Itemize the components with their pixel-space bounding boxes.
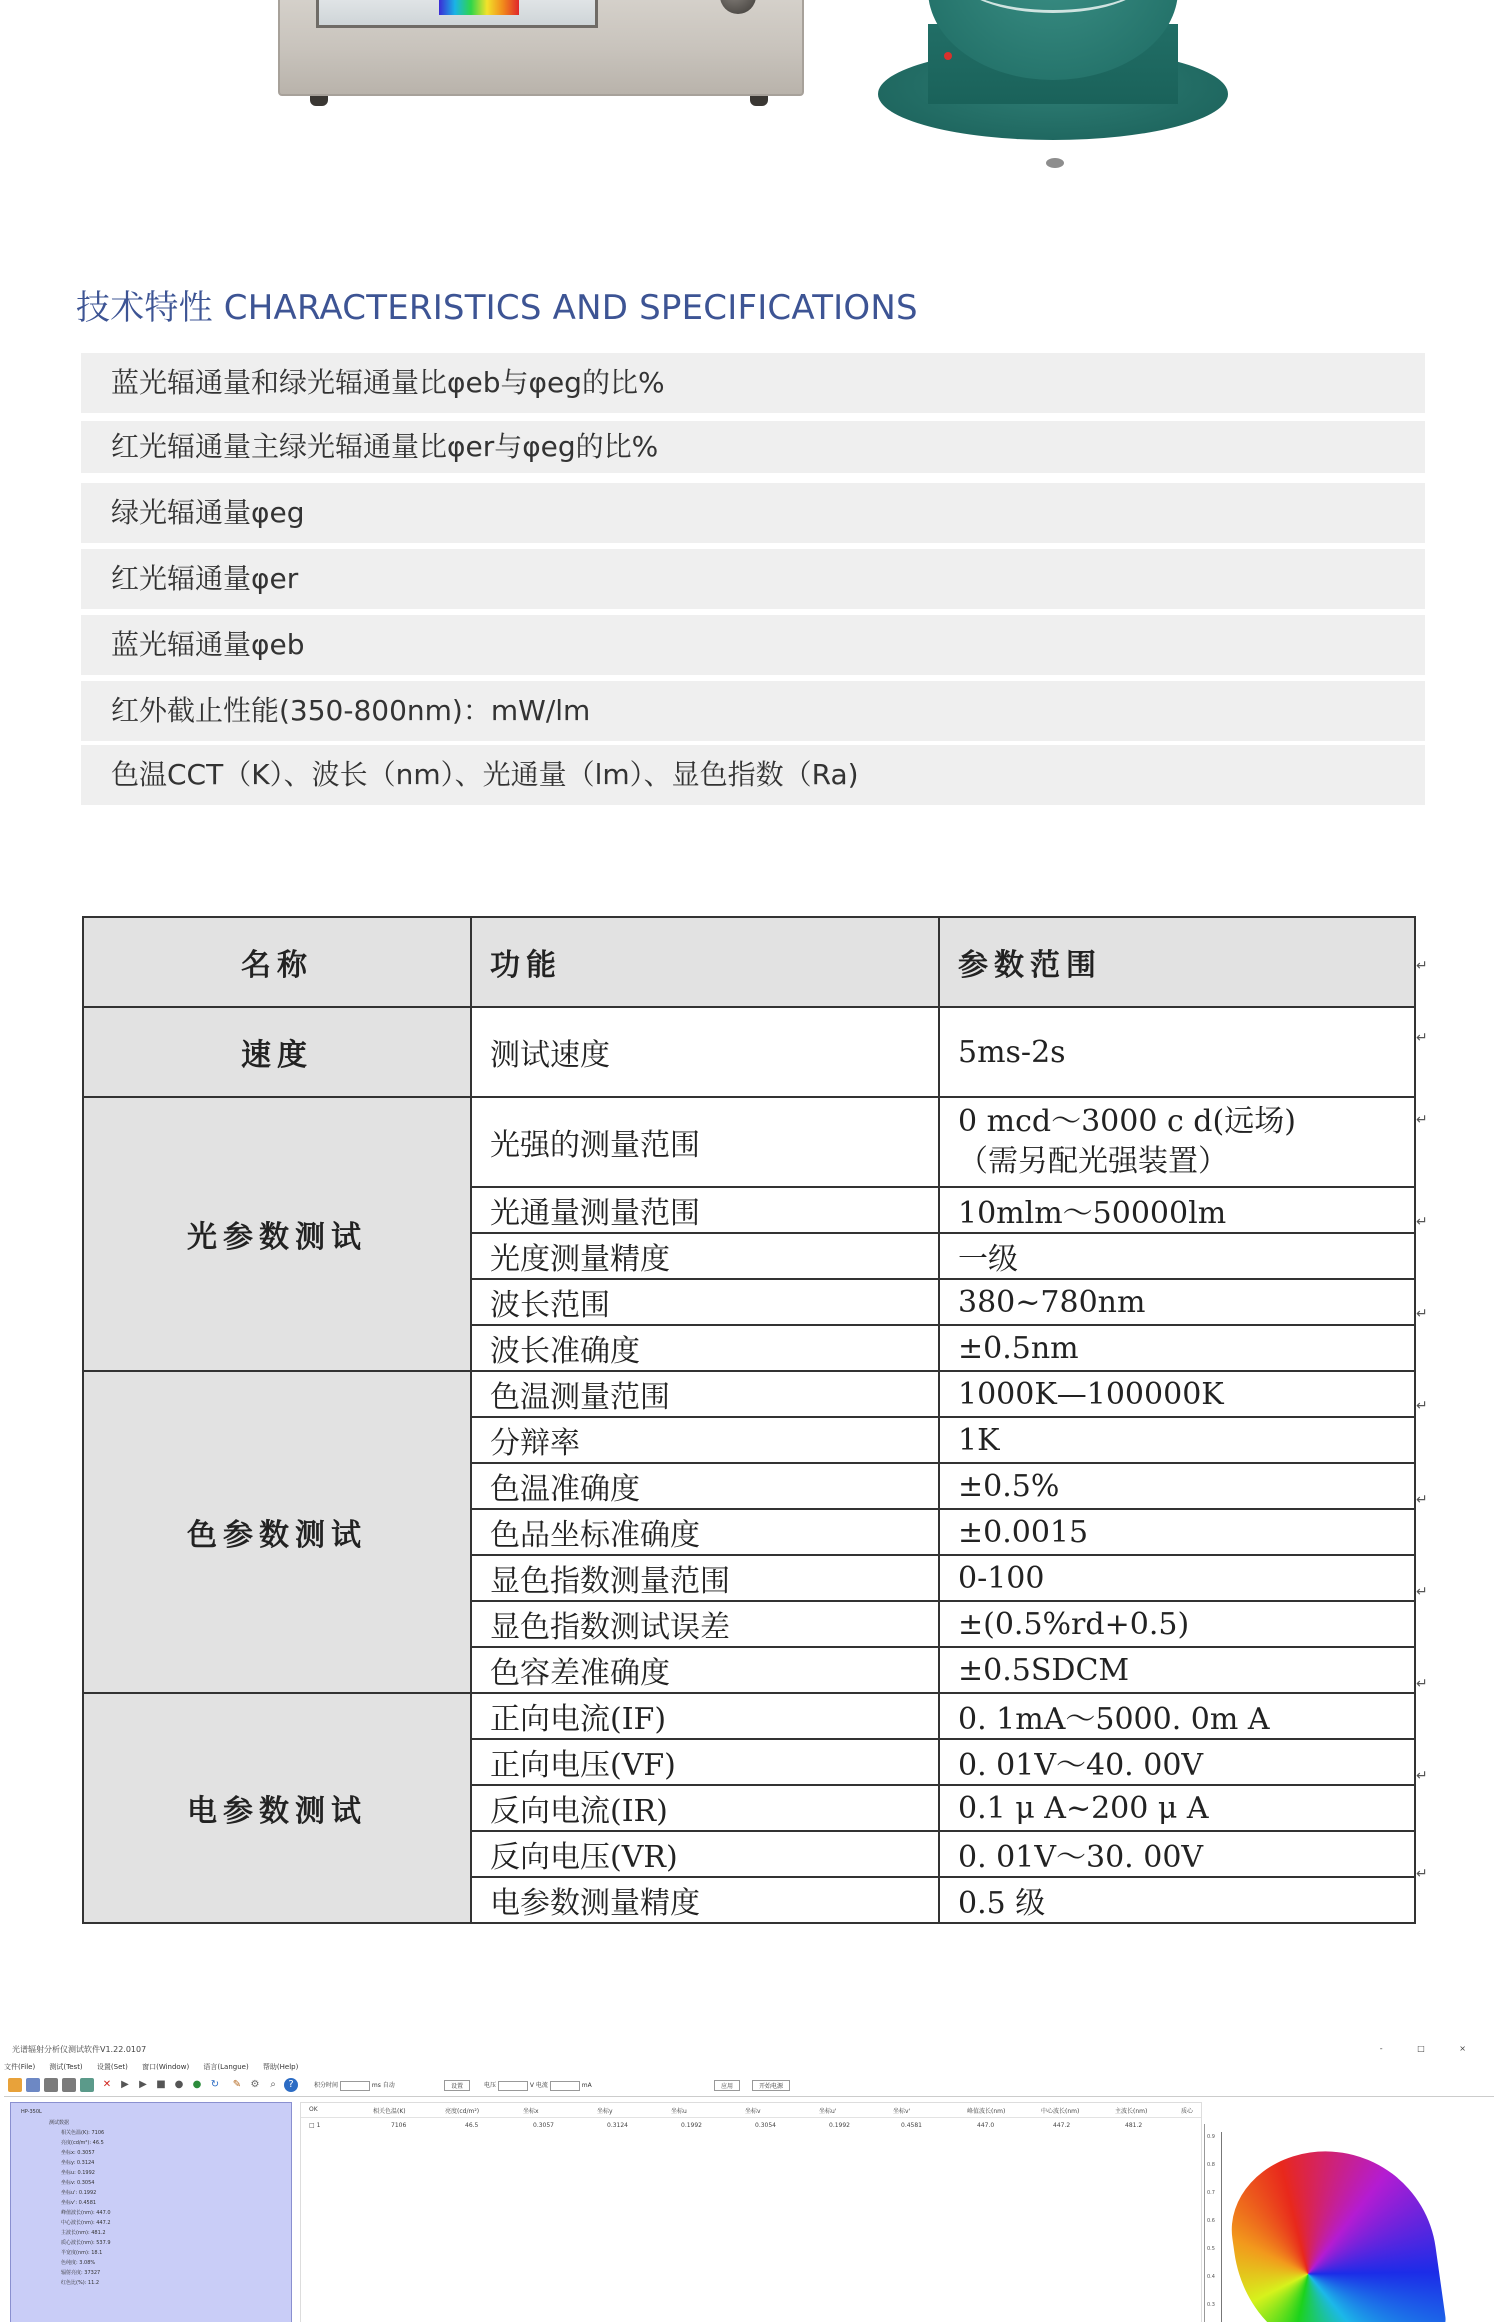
- tree-item[interactable]: 坐标v: 0.3054: [61, 2180, 95, 2186]
- auto-checkbox-label[interactable]: 自动: [382, 2082, 395, 2089]
- spec-heading: 技术特性 CHARACTERISTICS AND SPECIFICATIONS: [76, 288, 918, 328]
- grid-header-cell[interactable]: 坐标v': [893, 2108, 911, 2115]
- function-cell: 波长准确度: [471, 1325, 939, 1371]
- menu-bar: [4, 2062, 310, 2074]
- tree-item[interactable]: 峰值波长(nm): 447.0: [61, 2210, 111, 2216]
- function-cell: 色温准确度: [471, 1463, 939, 1509]
- paragraph-mark: ↵: [1416, 1306, 1428, 1322]
- function-cell: 光通量测量范围: [471, 1187, 939, 1233]
- sphere-indicator-light: [944, 52, 952, 60]
- menu-test[interactable]: 测试(Test): [49, 2063, 83, 2071]
- open-icon[interactable]: [8, 2078, 22, 2092]
- tree-item[interactable]: 辐射亮度: 37327: [61, 2270, 101, 2276]
- data-tree-panel: [10, 2102, 292, 2322]
- header-range: 参数范围: [939, 917, 1415, 1007]
- function-cell: 反向电压(VR): [471, 1831, 939, 1877]
- grid-header-cell[interactable]: 坐标u': [819, 2108, 837, 2115]
- grid-cell: 0.1992: [681, 2122, 702, 2129]
- grid-cell: 447.2: [1053, 2122, 1071, 2129]
- function-cell: 电参数测量精度: [471, 1877, 939, 1923]
- cie-tick-label: 0.6: [1207, 2218, 1215, 2224]
- spec-item: 绿光辐通量φeg: [81, 483, 1425, 543]
- range-cell: 0.5 级: [939, 1877, 1415, 1923]
- open-power-button[interactable]: 开始电源: [752, 2080, 790, 2091]
- window-title: 光谱辐射分析仪测试软件V1.22.0107: [12, 2045, 147, 2054]
- set-button[interactable]: 设置: [444, 2080, 470, 2091]
- cie-gamut-shape: [1222, 2137, 1448, 2322]
- paragraph-mark: ↵: [1416, 1768, 1428, 1784]
- tree-item[interactable]: 亮度(cd/m²): 46.5: [61, 2140, 104, 2146]
- bulb-icon[interactable]: ●: [174, 2079, 184, 2090]
- grid-header-cell[interactable]: 中心波长(nm): [1041, 2108, 1080, 2115]
- cie-tick-label: 0.7: [1207, 2190, 1215, 2196]
- menu-file[interactable]: 文件(File): [4, 2063, 36, 2071]
- tree-group[interactable]: 测试数据: [49, 2120, 70, 2126]
- menu-langue[interactable]: 语言(Langue): [203, 2063, 249, 2071]
- function-cell: 色品坐标准确度: [471, 1509, 939, 1555]
- tree-item[interactable]: 红色比(%): 11.2: [61, 2280, 100, 2286]
- tree-item[interactable]: 质心波长(nm): 537.9: [61, 2240, 111, 2246]
- current-input[interactable]: [550, 2081, 580, 2091]
- integration-label: 积分时间: [314, 2082, 339, 2089]
- spec-item: 色温CCT（K）、波长（nm）、光通量（lm）、显色指数（Ra): [81, 745, 1425, 805]
- paragraph-mark: ↵: [1416, 1112, 1428, 1128]
- voltage-unit: V: [529, 2082, 534, 2089]
- function-cell: 色温测量范围: [471, 1371, 939, 1417]
- device-foot: [750, 96, 768, 106]
- range-cell: ±0.5%: [939, 1463, 1415, 1509]
- spectrum-graphic: [439, 0, 519, 15]
- menu-help[interactable]: 帮助(Help): [262, 2063, 299, 2071]
- green-bulb-icon[interactable]: ●: [192, 2079, 202, 2090]
- function-cell: 正向电流(IF): [471, 1693, 939, 1739]
- device-foot: [310, 96, 328, 106]
- product-photo: [0, 0, 1500, 200]
- grid-cell: 481.2: [1125, 2122, 1143, 2129]
- device-knob: [720, 0, 756, 14]
- paragraph-mark: ↵: [1416, 1676, 1428, 1692]
- category-electric: 电参数测试: [83, 1693, 471, 1923]
- step-icon[interactable]: ▶: [139, 2079, 147, 2090]
- range-cell: [939, 1097, 1415, 1187]
- range-line: （需另配光强装置）: [958, 1144, 1228, 1179]
- tree-item[interactable]: 半宽度(nm): 18.1: [61, 2250, 103, 2256]
- range-cell: 一级: [939, 1233, 1415, 1279]
- menu-set[interactable]: 设置(Set): [96, 2063, 128, 2071]
- tree-item[interactable]: 坐标x: 0.3057: [61, 2150, 95, 2156]
- table-row: [83, 1693, 1415, 1739]
- range-cell: 10mlm～50000lm: [939, 1187, 1415, 1233]
- grid-header-cell[interactable]: 峰值波长(nm): [967, 2108, 1006, 2115]
- function-cell: 光度测量精度: [471, 1233, 939, 1279]
- table-row: [83, 1007, 1415, 1097]
- grid-header-cell[interactable]: 质心: [1181, 2108, 1194, 2115]
- paragraph-mark: ↵: [1416, 1492, 1428, 1508]
- tree-item[interactable]: 坐标u: 0.1992: [61, 2170, 95, 2176]
- tree-item[interactable]: 相关色温(K): 7106: [61, 2130, 105, 2136]
- tree-root[interactable]: HP-350L: [21, 2109, 42, 2115]
- copy-icon[interactable]: [62, 2078, 76, 2092]
- grid-cell: 0.3057: [533, 2122, 554, 2129]
- tree-item[interactable]: 主波长(nm): 481.2: [61, 2230, 106, 2236]
- function-cell: 光强的测量范围: [471, 1097, 939, 1187]
- function-cell: 显色指数测试误差: [471, 1601, 939, 1647]
- function-cell: 分辩率: [471, 1417, 939, 1463]
- range-cell: 1000K—100000K: [939, 1371, 1415, 1417]
- grid-header-cell[interactable]: 坐标x: [523, 2108, 539, 2115]
- range-cell: 0. 01V～40. 00V: [939, 1739, 1415, 1785]
- range-cell: 1K: [939, 1417, 1415, 1463]
- grid-header-row: [301, 2103, 1201, 2118]
- integrating-sphere: [868, 0, 1248, 190]
- grid-cell: 7106: [391, 2122, 407, 2129]
- voltage-field[interactable]: [484, 2080, 592, 2091]
- range-cell: ±0.5SDCM: [939, 1647, 1415, 1693]
- range-line: 0 mcd～3000 c d(远场): [958, 1104, 1296, 1139]
- tree-item[interactable]: 坐标y: 0.3124: [61, 2160, 95, 2166]
- device-screen: [316, 0, 598, 28]
- settings-icon[interactable]: ⚙: [250, 2079, 260, 2090]
- voltage-input[interactable]: [498, 2081, 528, 2091]
- function-cell: 显色指数测量范围: [471, 1555, 939, 1601]
- category-color: 色参数测试: [83, 1371, 471, 1693]
- range-cell: 0. 01V～30. 00V: [939, 1831, 1415, 1877]
- tree-item[interactable]: 色纯度: 3.08%: [61, 2260, 96, 2266]
- grid-cell: 0.3124: [607, 2122, 628, 2129]
- range-cell: ±(0.5%rd+0.5): [939, 1601, 1415, 1647]
- range-cell: 5ms-2s: [939, 1007, 1415, 1097]
- cie-tick-label: 0.9: [1207, 2134, 1215, 2140]
- grid-cell[interactable]: □ 1: [309, 2122, 321, 2129]
- window-titlebar: [0, 2044, 1500, 2060]
- table-row: [83, 1371, 1415, 1417]
- search-icon[interactable]: ⌕: [270, 2079, 276, 2090]
- menu-window[interactable]: 窗口(Window): [142, 2063, 190, 2071]
- function-cell: 波长范围: [471, 1279, 939, 1325]
- window-controls[interactable]: - □ ×: [1379, 2044, 1482, 2053]
- integration-input[interactable]: [340, 2081, 370, 2091]
- stop-icon[interactable]: ■: [156, 2079, 166, 2090]
- spec-item: 红外截止性能(350-800nm)：mW/lm: [81, 681, 1425, 741]
- cie-tick-label: 0.5: [1207, 2246, 1215, 2252]
- function-cell: 色容差准确度: [471, 1647, 939, 1693]
- range-cell: ±0.0015: [939, 1509, 1415, 1555]
- range-cell: 380~780nm: [939, 1279, 1415, 1325]
- table-row[interactable]: [301, 2119, 1201, 2133]
- save-icon[interactable]: [26, 2078, 40, 2092]
- range-cell: 0.1 μ A~200 μ A: [939, 1785, 1415, 1831]
- cie-y-axis: [1221, 2132, 1222, 2322]
- current-unit: mA: [581, 2082, 592, 2089]
- cie-tick-label: 0.3: [1207, 2302, 1215, 2308]
- tree-item[interactable]: 坐标v': 0.4581: [61, 2200, 97, 2206]
- grid-cell: 0.3054: [755, 2122, 776, 2129]
- grid-header-cell[interactable]: 相关色温(K): [373, 2108, 406, 2115]
- table-header-row: [83, 917, 1415, 1007]
- current-label: 电流: [535, 2082, 548, 2089]
- software-screenshot: [0, 2034, 1500, 2322]
- play-icon[interactable]: ▶: [121, 2079, 129, 2090]
- parameter-table: [82, 916, 1416, 1924]
- paragraph-mark: ↵: [1416, 958, 1428, 974]
- header-function: 功能: [471, 917, 939, 1007]
- integration-unit: ms: [371, 2082, 381, 2089]
- range-cell: 0. 1mA～5000. 0m A: [939, 1693, 1415, 1739]
- paragraph-mark: ↵: [1416, 1866, 1428, 1882]
- tree-item[interactable]: 中心波长(nm): 447.2: [61, 2220, 111, 2226]
- spec-item: 蓝光辐通量和绿光辐通量比φeb与φeg的比%: [81, 353, 1425, 413]
- delete-icon[interactable]: ✕: [102, 2079, 112, 2090]
- spec-item: 蓝光辐通量φeb: [81, 615, 1425, 675]
- help-icon[interactable]: ?: [284, 2078, 298, 2092]
- grid-cell: 0.1992: [829, 2122, 850, 2129]
- paragraph-mark: ↵: [1416, 1214, 1428, 1230]
- refresh-icon[interactable]: ↻: [210, 2079, 220, 2090]
- integration-time-field[interactable]: [314, 2080, 395, 2091]
- paragraph-mark: ↵: [1416, 1584, 1428, 1600]
- function-cell: 反向电流(IR): [471, 1785, 939, 1831]
- category-light: 光参数测试: [83, 1097, 471, 1371]
- grid-header-cell[interactable]: 亮度(cd/m²): [445, 2108, 480, 2115]
- grid-cell: 0.4581: [901, 2122, 922, 2129]
- edit-icon[interactable]: ✎: [232, 2079, 242, 2090]
- header-name: 名称: [83, 917, 471, 1007]
- voltage-label: 电压: [484, 2082, 497, 2089]
- function-cell: 测试速度: [471, 1007, 939, 1097]
- print-icon[interactable]: [44, 2078, 58, 2092]
- cie-tick-label: 0.8: [1207, 2162, 1215, 2168]
- apply-button[interactable]: 应用: [714, 2080, 740, 2091]
- range-cell: 0-100: [939, 1555, 1415, 1601]
- grid-header-cell[interactable]: OK: [309, 2106, 318, 2113]
- cie-tick-label: 0.4: [1207, 2274, 1215, 2280]
- grid-header-cell[interactable]: 坐标y: [597, 2108, 613, 2115]
- tree-item[interactable]: 坐标u': 0.1992: [61, 2190, 97, 2196]
- paragraph-mark: ↵: [1416, 1398, 1428, 1414]
- category-speed: 速度: [83, 1007, 471, 1097]
- toolbar: [4, 2076, 1494, 2097]
- cie-chromaticity-chart: [1204, 2124, 1500, 2322]
- paragraph-mark: ↵: [1416, 1030, 1428, 1046]
- results-grid: [300, 2102, 1202, 2322]
- sphere-screw: [1046, 158, 1064, 168]
- grid-cell: 46.5: [465, 2122, 479, 2129]
- range-cell: ±0.5nm: [939, 1325, 1415, 1371]
- grid-header-cell[interactable]: 坐标v: [745, 2108, 761, 2115]
- grid-cell: 447.0: [977, 2122, 995, 2129]
- spec-item: 红光辐通量主绿光辐通量比φer与φeg的比%: [81, 421, 1425, 473]
- spectroradiometer-device: [278, 0, 804, 96]
- table-row: [83, 1097, 1415, 1187]
- export-icon[interactable]: [80, 2078, 94, 2092]
- grid-header-cell[interactable]: 坐标u: [671, 2108, 687, 2115]
- spec-item: 红光辐通量φer: [81, 549, 1425, 609]
- grid-header-cell[interactable]: 主波长(nm): [1115, 2108, 1148, 2115]
- function-cell: 正向电压(VF): [471, 1739, 939, 1785]
